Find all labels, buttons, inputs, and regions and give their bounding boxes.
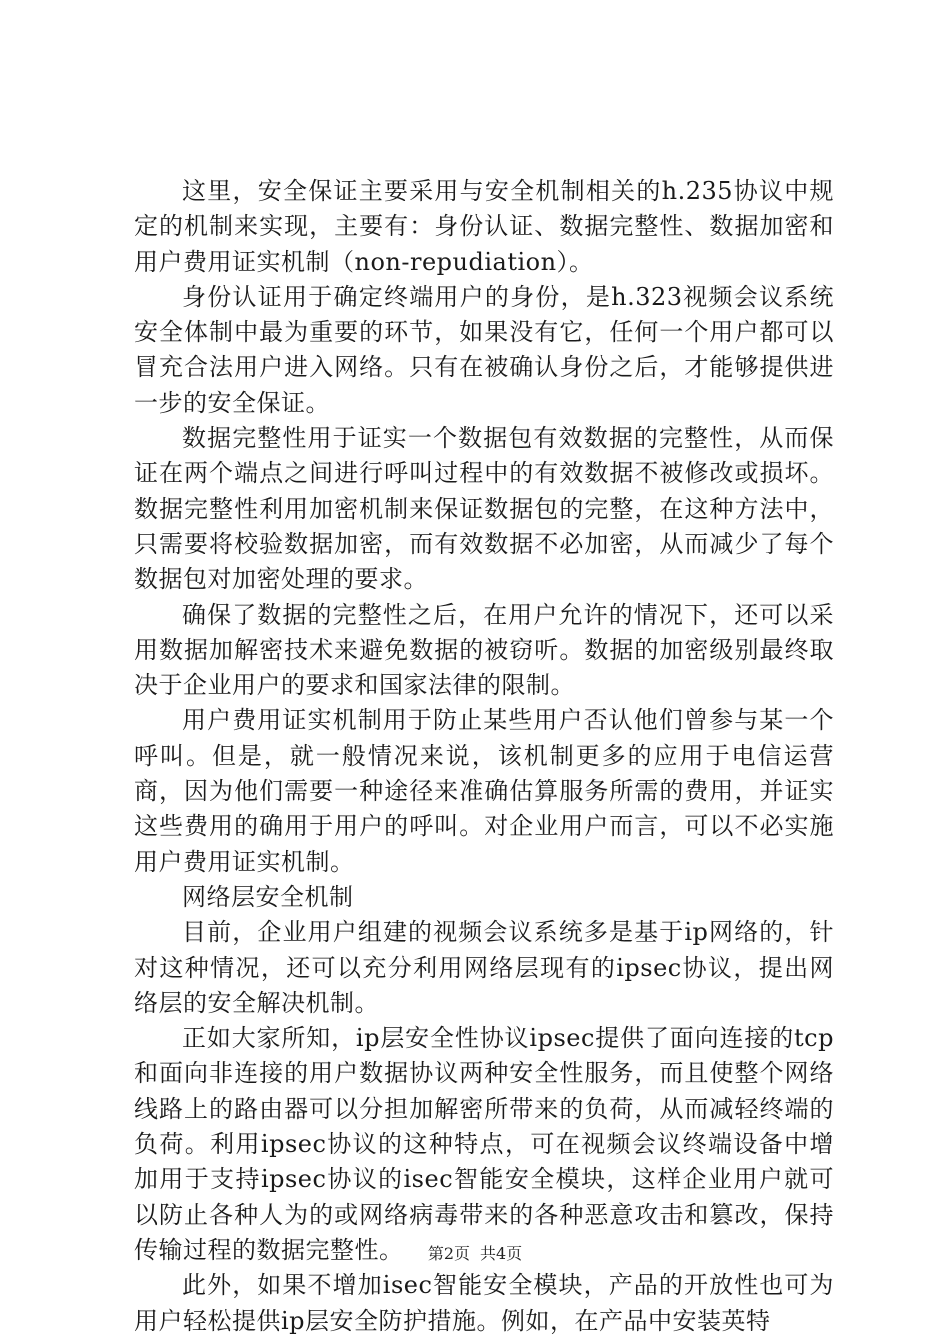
section-heading-network-layer: 网络层安全机制 [182,882,354,911]
document-body [134,174,834,1339]
paragraph-openness: 此外，如果不增加isec智能安全模块，产品的开放性也可为用户轻松提供ip层安全防护措施。例如，在产品中安装英特 [134,1271,834,1335]
paragraph-ip-network: 目前，企业用户组建的视频会议系统多是基于ip网络的，针对这种情况，还可以充分利用网络层现有的ipsec协议，提出网络层的安全解决机制。 [134,918,834,1017]
paragraph-ipsec: 正如大家所知，ip层安全性协议ipsec提供了面向连接的tcp和面向非连接的用户数据协议两种安全性服务，而且使整个网络线路上的路由器可以分担加解密所带来的负荷，从而减轻终端的负荷。利用ipsec协议的这种特点，可在视频会议终端设备中增加用于支持ipsec协议的isec智能安全模块，这样企业用户就可以防止各种人为的或网络病毒带来的各种恶意攻击和篡改，保持传输过程的数据完整性。 [134,1024,834,1264]
page-number: 第2页 [427,1244,470,1263]
paragraph-data-integrity: 数据完整性用于证实一个数据包有效数据的完整性，从而保证在两个端点之间进行呼叫过程中的有效数据不被修改或损坏。数据完整性利用加密机制来保证数据包的完整，在这种方法中，只需要将校验数据加密，而有效数据不必加密，从而减少了每个数据包对加密处理的要求。 [134,424,834,594]
page-total: 共4页 [480,1244,523,1263]
paragraph-non-repudiation: 用户费用证实机制用于防止某些用户否认他们曾参与某一个呼叫。但是，就一般情况来说，该机制更多的应用于电信运营商，因为他们需要一种途径来准确估算服务所需的费用，并证实这些费用的确用于用户的呼叫。对企业用户而言，可以不必实施用户费用证实机制。 [134,706,834,876]
page-footer [0,1244,950,1264]
paragraph-encryption: 确保了数据的完整性之后，在用户允许的情况下，还可以采用数据加解密技术来避免数据的被窃听。数据的加密级别最终取决于企业用户的要求和国家法律的限制。 [134,600,834,700]
paragraph-intro-security: 这里，安全保证主要采用与安全机制相关的h.235协议中规定的机制来实现，主要有：身份认证、数据完整性、数据加密和用户费用证实机制（non-repudiation）。 [134,177,834,276]
paragraph-authentication: 身份认证用于确定终端用户的身份，是h.323视频会议系统安全体制中最为重要的环节，如果没有它，任何一个用户都可以冒充合法用户进入网络。只有在被确认身份之后，才能够提供进一步的安全保证。 [134,282,834,417]
